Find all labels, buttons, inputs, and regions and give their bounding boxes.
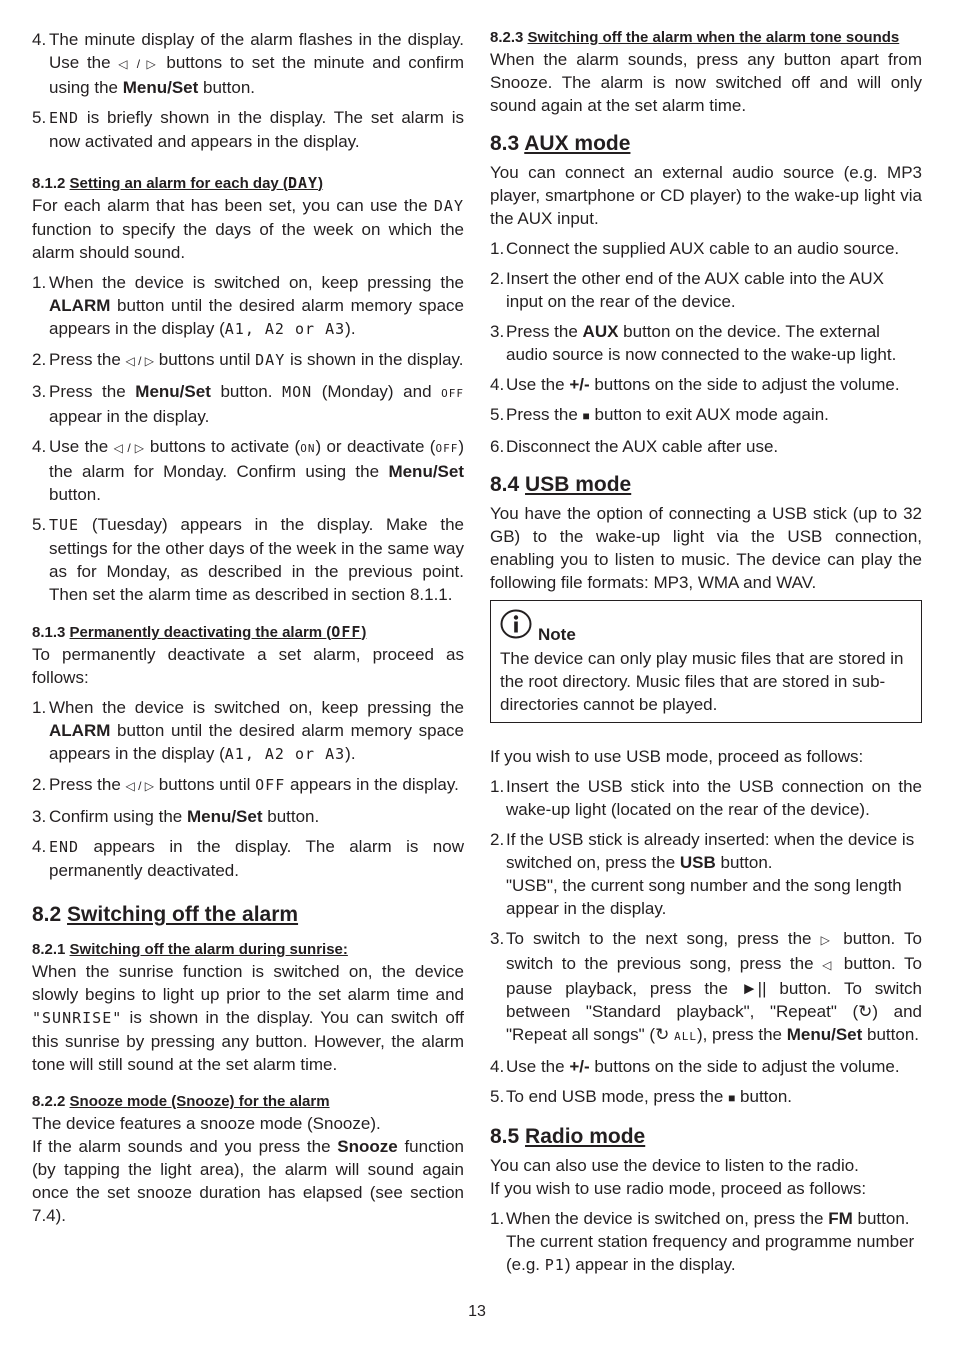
list-item: 3. Press the AUX button on the device. The external audio source is now connected to the wake-up light. (490, 322, 897, 364)
list-item: 3. Confirm using the Menu/Set button. (32, 807, 320, 826)
list-item: 4. Use the +/- buttons on the side to adjust the volume. (490, 1057, 900, 1076)
paragraph: To permanently deactivate a set alarm, proceed as follows: (32, 645, 464, 687)
lcd-text: DAY (255, 351, 286, 369)
list-item: 2. Press the ◁ / ▷ buttons until OFF appears in the display. (32, 775, 459, 794)
lcd-text: A1, A2 or A3 (224, 745, 346, 763)
page-number: 13 (468, 1303, 486, 1320)
paragraph: For each alarm that has been set, you can use the DAY function to specify the days of the week on which the alarm should sound. (32, 196, 464, 262)
paragraph: When the alarm sounds, press any button apart from Snooze. The alarm is now switched off and will only sound again at the set alarm time. (490, 50, 922, 115)
lcd-text: "SUNRISE" (32, 1009, 123, 1027)
heading-8-5: 8.5 Radio mode (490, 1125, 646, 1148)
lcd-text: MON (282, 383, 313, 401)
play-pause-icon: ►|| (740, 979, 767, 998)
right-column (490, 28, 922, 1284)
day-alarm-steps (32, 271, 464, 606)
list-item: 2. If the USB stick is already inserted: when the device is switched on, press the USB button. "USB", the current song number and the song length appear in the display. (490, 830, 915, 918)
list-item: 2. Insert the other end of the AUX cable into the AUX input on the rear of the device. (490, 269, 885, 311)
lcd-text: OFF (435, 442, 459, 455)
heading-8-2-2: 8.2.2 Snooze mode (Snooze) for the alarm (32, 1093, 330, 1110)
aux-steps (490, 237, 922, 458)
lcd-text: OFF (331, 623, 362, 641)
paragraph: You can also use the device to listen to the radio. (490, 1156, 859, 1175)
list-item: 1. When the device is switched on, press the FM button. The current station frequency and programme number (e.g. P1) appear in the display. (490, 1209, 915, 1274)
lcd-text: OFF (255, 776, 286, 794)
arrow-left-right-icons: ◁ / ▷ (125, 354, 155, 368)
list-item: 2. Press the ◁ / ▷ buttons until DAY is shown in the display. (32, 350, 464, 369)
lcd-text: A1, A2 or A3 (224, 320, 346, 338)
lcd-text: OFF (441, 387, 464, 400)
arrow-left-right-icons: ◁ / ▷ (125, 779, 155, 793)
heading-8-2-3: 8.2.3 Switching off the alarm when the alarm tone sounds (490, 29, 900, 46)
heading-8-2-1: 8.2.1 Switching off the alarm during sunrise: (32, 941, 348, 958)
next-icon: ▷ (820, 933, 835, 947)
list-item: 5. To end USB mode, press the ■ button. (490, 1087, 793, 1106)
heading-8-1-2: 8.1.2 Setting an alarm for each day (DAY) (32, 174, 324, 192)
list-item: 4. Use the ◁ / ▷ buttons to activate (ON) or deactivate (OFF) the alarm for Monday. Confirm using the Menu/Set button. (32, 437, 465, 504)
list-item: 5. TUE (Tuesday) appears in the display. Make the settings for the other days of the week in the same way as for Monday, as described in the previous point. Then set the alarm time as described in section 8.1.1. (32, 515, 464, 604)
list-item: 4. The minute display of the alarm flashes in the display. Use the ◁ / ▷ buttons to set the minute and confirm using the Menu/Set button. (32, 30, 465, 97)
list-item: 1. Insert the USB stick into the USB connection on the wake-up light (located on the rear of the device). (490, 777, 922, 819)
heading-8-1-3: 8.1.3 Permanently deactivating the alarm (OFF) (32, 623, 367, 641)
heading-8-3: 8.3 AUX mode (490, 132, 631, 155)
deactivate-alarm-steps (32, 696, 464, 882)
arrow-left-right-icons: ◁ / ▷ (118, 57, 159, 71)
list-item: 3. To switch to the next song, press the ▷ button. To switch to the previous song, press the ◁ button. To pause playback, press the ►|| button. To switch between "Standard playback", "Repeat" (↻) and "Repeat all songs" (↻ ALL), press the Menu/Set button. (490, 929, 923, 1044)
previous-icon: ◁ (822, 958, 836, 972)
paragraph: You can connect an external audio source (e.g. MP3 player, smartphone or CD player) to the wake-up light via the AUX input. (490, 163, 922, 228)
lcd-text: DAY (433, 197, 464, 215)
lcd-text: END (49, 838, 80, 856)
lcd-text: P1 (544, 1256, 565, 1274)
list-item: 3. Press the Menu/Set button. MON (Monday) and OFF appear in the display. (32, 382, 464, 426)
usb-steps (490, 775, 922, 1110)
list-item: 1. When the device is switched on, keep pressing the ALARM button until the desired alarm memory space appears in the display (A1, A2 or A3). (32, 698, 464, 763)
note-text: The device can only play music files that are stored in the root directory. Music files that are stored in sub-directories cannot be played. (500, 649, 904, 714)
list-item: 4. END appears in the display. The alarm is now permanently deactivated. (32, 837, 464, 880)
list-item: 5. Press the ■ button to exit AUX mode again. (490, 405, 829, 424)
lcd-text: TUE (49, 516, 80, 534)
lcd-text: END (49, 109, 80, 127)
info-icon (500, 609, 532, 645)
note-header (500, 609, 912, 645)
paragraph: If you wish to use USB mode, proceed as follows: (490, 747, 864, 766)
note-title: Note (538, 625, 576, 644)
paragraph: The device features a snooze mode (Snooze). (32, 1114, 381, 1133)
paragraph: When the sunrise function is switched on, the device slowly begins to light up prior to the set alarm time and "SUNRISE" is shown in the display. You can switch off this sunrise by pressing any button. However, the alarm tone will still sound at the set alarm time. (32, 962, 464, 1074)
repeat-icon: ↻ (655, 1025, 670, 1044)
lcd-text: ALL (674, 1030, 697, 1043)
list-item: 6. Disconnect the AUX cable after use. (490, 437, 779, 456)
stop-icon: ■ (582, 409, 590, 423)
heading-8-2: 8.2 Switching off the alarm (32, 903, 299, 926)
list-item: 1. Connect the supplied AUX cable to an audio source. (490, 239, 900, 258)
paragraph: If you wish to use radio mode, proceed as follows: (490, 1179, 867, 1198)
paragraph: You have the option of connecting a USB stick (up to 32 GB) to the wake-up light via the USB connection, enabling you to listen to music. The device can play the following file formats: MP3, WMA and WAV. (490, 504, 922, 592)
paragraph: If the alarm sounds and you press the Snooze function (by tapping the light area), the alarm will sound again once the set snooze duration has elapsed (see section 7.4). (32, 1137, 464, 1225)
left-column (32, 28, 464, 1227)
list-item: 5. END is briefly shown in the display. The set alarm is now activated and appears in the display. (32, 108, 464, 151)
repeat-icon: ↻ (858, 1002, 873, 1021)
note-box (490, 600, 922, 723)
stop-icon: ■ (728, 1091, 736, 1105)
list-item: 1. When the device is switched on, keep pressing the ALARM button until the desired alarm memory space appears in the display (A1, A2 or A3). (32, 273, 464, 338)
lcd-text: DAY (287, 174, 319, 192)
heading-8-4: 8.4 USB mode (490, 473, 632, 496)
list-item: 4. Use the +/- buttons on the side to adjust the volume. (490, 375, 900, 394)
alarm-minute-steps (32, 28, 464, 153)
radio-steps (490, 1207, 922, 1277)
lcd-text: ON (300, 442, 316, 455)
arrow-left-right-icons: ◁ / ▷ (113, 441, 145, 455)
